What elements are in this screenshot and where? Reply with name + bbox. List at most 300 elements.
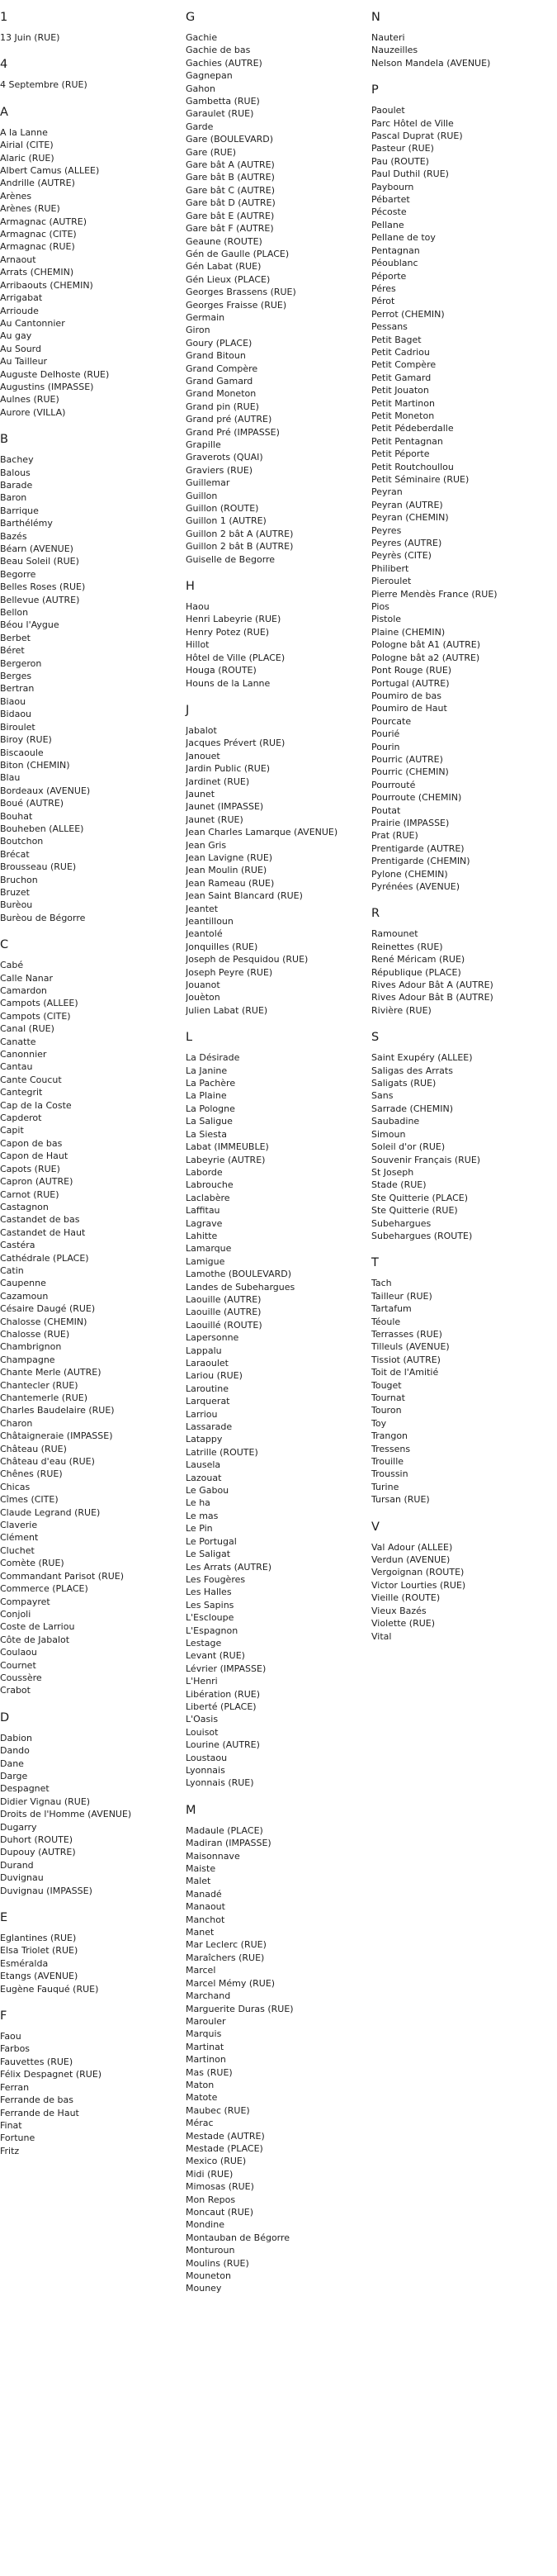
street-name: Maraîchers (RUE) — [186, 1952, 265, 1963]
street-name: Cante Coucut — [0, 1074, 62, 1085]
street-name: Duhort (ROUTE) — [0, 1834, 73, 1845]
street-name: Laborde — [186, 1166, 223, 1178]
street-name: Petit Martinon — [371, 397, 435, 409]
street-list — [371, 104, 549, 893]
letter-section — [186, 703, 363, 1017]
street-name: Marcel — [186, 1965, 216, 1976]
street-name: Laraoulet — [186, 1358, 229, 1369]
street-name: Biaou — [0, 695, 26, 707]
street-name: Brousseau (RUE) — [0, 861, 77, 873]
street-name: Albert Camus (ALLEE) — [0, 165, 100, 177]
street-name: Graverots (QUAI) — [186, 452, 263, 463]
street-name: Lyonnais (RUE) — [186, 1777, 254, 1789]
street-name: 4 Septembre (RUE) — [0, 79, 87, 91]
street-name: Claude Legrand (RUE) — [0, 1506, 101, 1518]
street-name: Petit Cadriou — [371, 346, 430, 358]
street-name: Petit Séminaire (RUE) — [371, 474, 470, 485]
street-name: Jardinet (RUE) — [186, 776, 250, 787]
street-name: Gén Lieux (PLACE) — [186, 273, 271, 285]
street-name: Touron — [371, 1405, 402, 1416]
street-name: Mimosas (RUE) — [186, 2181, 254, 2193]
street-name: Val Adour (ALLEE) — [371, 1541, 453, 1553]
street-name: Larquerat — [186, 1396, 230, 1407]
street-name: Jabalot — [186, 724, 217, 736]
street-list — [371, 927, 549, 1017]
street-name: Guillon — [186, 490, 218, 501]
street-name: Marquis — [186, 2028, 222, 2040]
street-list — [0, 1932, 177, 1995]
street-name: Pourié — [371, 728, 400, 740]
street-name: Gén de Gaulle (PLACE) — [186, 248, 290, 259]
street-name: Pios — [371, 601, 389, 613]
street-name: Sans — [371, 1090, 394, 1102]
street-name: Lapersonne — [186, 1332, 239, 1344]
street-name: Terrasses (RUE) — [371, 1328, 442, 1340]
street-name: La Pologne — [186, 1103, 235, 1114]
section-letter-heading: P — [371, 83, 379, 97]
street-name: Martinon — [186, 2054, 226, 2066]
street-name: Elsa Triolet (RUE) — [0, 1945, 78, 1957]
street-name: Camardon — [0, 985, 47, 996]
street-name: Saint Exupéry (ALLEE) — [371, 1052, 473, 1064]
street-name: Latappy — [186, 1434, 223, 1445]
street-name: Jonquilles (RUE) — [186, 941, 258, 952]
street-name: Césaire Daugé (RUE) — [0, 1303, 96, 1315]
street-name: Pistole — [371, 614, 402, 625]
street-list — [186, 600, 363, 690]
street-name: Péres — [371, 282, 396, 294]
street-name: Cluchet — [0, 1544, 35, 1556]
street-name: Mestade (AUTRE) — [186, 2130, 265, 2142]
street-name: Le Portugal — [186, 1535, 237, 1547]
street-name: Béret — [0, 645, 25, 657]
street-name: Arrats (CHEMIN) — [0, 267, 74, 278]
letter-section — [186, 1030, 363, 1790]
street-name: Cîmes (CITE) — [0, 1494, 59, 1506]
street-list — [0, 2030, 177, 2157]
letter-section — [371, 1520, 549, 1643]
street-name: Laclabère — [186, 1192, 230, 1203]
street-name: Grand Pré (IMPASSE) — [186, 426, 280, 438]
street-name: Peyran (CHEMIN) — [371, 512, 449, 524]
street-list — [0, 453, 177, 924]
section-letter-heading: H — [186, 580, 195, 594]
letter-section — [371, 83, 549, 893]
street-name: Canonnier — [0, 1049, 47, 1060]
street-name: Beau Soleil (RUE) — [0, 556, 79, 567]
street-name: Darge — [0, 1770, 28, 1781]
street-name: Houns de la Lanne — [186, 677, 271, 689]
street-name: Grand Compère — [186, 363, 258, 374]
street-name: Burèou de Bégorre — [0, 912, 86, 923]
street-name: Châtaigneraie (IMPASSE) — [0, 1430, 113, 1442]
street-name: Mouneton — [186, 2270, 231, 2282]
letter-section — [0, 1910, 177, 1995]
street-name: Petit Routchoullou — [371, 461, 454, 472]
street-name: Crabot — [0, 1685, 31, 1696]
street-name: Jean Rameau (RUE) — [186, 877, 275, 889]
street-name: Saubadine — [371, 1116, 420, 1127]
street-name: Lazouat — [186, 1472, 222, 1483]
street-name: Péoublanc — [371, 258, 418, 269]
street-name: Arrigabat — [0, 292, 43, 304]
street-name: Peyrès (CITE) — [371, 550, 432, 562]
street-name: Portugal (AUTRE) — [371, 677, 450, 689]
street-name: Dupouy (AUTRE) — [0, 1847, 76, 1858]
street-name: Au Sourd — [0, 343, 41, 354]
street-name: Loustaou — [186, 1752, 228, 1763]
street-name: La Désirade — [186, 1052, 240, 1064]
letter-section — [0, 1710, 177, 1897]
street-name: Biroy (RUE) — [0, 734, 52, 746]
street-name: Mas (RUE) — [186, 2066, 233, 2078]
street-name: Castéra — [0, 1240, 35, 1251]
section-letter-heading: T — [371, 1256, 379, 1270]
street-name: Graviers (RUE) — [186, 464, 253, 476]
street-name: Bruzet — [0, 886, 30, 898]
street-name: Mouney — [186, 2283, 222, 2294]
street-name: Ste Quitterie (RUE) — [371, 1205, 458, 1217]
street-name: Martinat — [186, 2041, 224, 2052]
street-name: Violette (RUE) — [371, 1618, 436, 1630]
street-name: Levant (RUE) — [186, 1650, 245, 1662]
street-name: Pologne bât A1 (AUTRE) — [371, 639, 480, 651]
street-name: Lahitte — [186, 1230, 218, 1241]
street-list — [0, 959, 177, 1697]
street-name: Gachies (AUTRE) — [186, 57, 262, 69]
street-name: Pessans — [371, 321, 408, 333]
street-name: Carnot (RUE) — [0, 1188, 59, 1200]
street-name: Calle Nanar — [0, 972, 54, 984]
street-name: Simoun — [371, 1128, 406, 1140]
street-name: Lamigue — [186, 1255, 225, 1267]
street-name: Dando — [0, 1745, 30, 1757]
street-name: Libération (RUE) — [186, 1688, 260, 1700]
street-name: Touget — [371, 1379, 402, 1391]
street-name: Petit Moneton — [371, 410, 435, 421]
street-name: Pourcate — [371, 715, 412, 727]
street-name: Jouèton — [186, 992, 220, 1003]
street-name: Gare (RUE) — [186, 146, 237, 158]
street-name: Baron — [0, 492, 27, 504]
street-name: Prentigarde (AUTRE) — [371, 842, 465, 854]
street-name: Petit Compère — [371, 359, 437, 371]
street-name: Tilleuls (AVENUE) — [371, 1341, 450, 1353]
street-name: Souvenir Français (RUE) — [371, 1154, 481, 1165]
street-name: Conjoli — [0, 1608, 31, 1620]
street-name: 13 Juin (RUE) — [0, 32, 60, 43]
street-name: Champagne — [0, 1354, 55, 1365]
street-name: Coulaou — [0, 1647, 37, 1658]
street-name: Petit Jouaton — [371, 385, 429, 396]
street-name: Les Halles — [186, 1587, 232, 1598]
street-name: Jardin Public (RUE) — [186, 763, 271, 775]
street-name: Guillon 1 (AUTRE) — [186, 515, 267, 527]
street-list — [371, 31, 549, 69]
street-name: Pécoste — [371, 206, 407, 218]
street-name: Commandant Parisot (RUE) — [0, 1570, 125, 1582]
street-name: Belles Roses (RUE) — [0, 581, 86, 593]
street-name: Petit Pédeberdalle — [371, 423, 454, 434]
section-letter-heading: V — [371, 1520, 380, 1534]
street-name: Rives Adour Bât A (AUTRE) — [371, 980, 493, 991]
street-name: Gare bât B (AUTRE) — [186, 172, 275, 183]
street-name: Paybourn — [371, 181, 414, 192]
column-2 — [186, 0, 363, 2295]
street-name: Trangon — [371, 1430, 408, 1442]
street-name: Madiran (IMPASSE) — [186, 1838, 271, 1849]
street-list — [186, 1824, 363, 2295]
street-name: Giron — [186, 325, 210, 336]
street-name: Pont Rouge (RUE) — [371, 665, 452, 676]
street-name: Montauban de Bégorre — [186, 2232, 290, 2243]
street-name: Subehargues — [371, 1217, 432, 1229]
street-name: Garde — [186, 121, 214, 132]
street-name: Ramounet — [371, 928, 418, 940]
street-name: Le Pin — [186, 1523, 213, 1535]
street-name: Arènes (RUE) — [0, 203, 60, 215]
street-name: Malet — [186, 1876, 211, 1887]
street-name: Jean Gris — [186, 839, 227, 851]
street-name: Capon de Haut — [0, 1150, 68, 1162]
street-name: Verdun (AVENUE) — [371, 1554, 451, 1566]
street-name: Cantegrit — [0, 1087, 43, 1098]
street-name: Péporte — [371, 270, 407, 282]
street-name: Stade (RUE) — [371, 1179, 427, 1191]
street-name: Armagnac (AUTRE) — [0, 216, 87, 227]
street-name: Comète (RUE) — [0, 1558, 64, 1569]
street-name: Peyran (AUTRE) — [371, 499, 443, 510]
street-name: Le ha — [186, 1497, 210, 1509]
street-name: Cap de la Coste — [0, 1099, 72, 1111]
street-name: Geaune (ROUTE) — [186, 235, 262, 247]
street-name: Latrille (ROUTE) — [186, 1446, 258, 1458]
street-name: Alaric (RUE) — [0, 152, 54, 164]
section-letter-heading: S — [371, 1031, 380, 1045]
street-name: Marguerite Duras (RUE) — [186, 2003, 294, 2014]
street-name: Grand Gamard — [186, 375, 253, 387]
street-name: Sarrade (CHEMIN) — [371, 1103, 454, 1114]
street-name: République (PLACE) — [371, 966, 461, 978]
street-name: Peyres (AUTRE) — [371, 538, 442, 549]
street-name: Lappalu — [186, 1345, 222, 1356]
street-name: Despagnet — [0, 1783, 50, 1795]
street-name: Pébartet — [371, 194, 410, 206]
section-letter-heading: N — [371, 11, 380, 24]
street-name: Pourric (AUTRE) — [371, 753, 443, 765]
street-name: Labeyrie (AUTRE) — [186, 1154, 266, 1165]
street-name: Cournet — [0, 1659, 36, 1671]
street-name: Gare (BOULEVARD) — [186, 134, 273, 145]
street-name: Labat (IMMEUBLE) — [186, 1141, 269, 1153]
street-list — [0, 1732, 177, 1897]
street-name: Castagnon — [0, 1201, 49, 1212]
street-name: Mondine — [186, 2219, 224, 2231]
street-name: Bordeaux (AVENUE) — [0, 785, 91, 796]
street-name: Julien Labat (RUE) — [186, 1004, 268, 1016]
street-name: Castandet de bas — [0, 1214, 80, 1226]
street-name: Mexico (RUE) — [186, 2156, 247, 2167]
section-letter-heading: 4 — [0, 58, 8, 72]
street-name: Manadé — [186, 1888, 222, 1900]
column-1 — [0, 0, 177, 2157]
street-name: Les Fougères — [186, 1573, 246, 1585]
street-name: Chante Merle (AUTRE) — [0, 1367, 101, 1378]
street-name: Plaine (CHEMIN) — [371, 626, 446, 638]
street-name: Peyran — [371, 486, 403, 498]
street-name: Charon — [0, 1417, 33, 1429]
street-name: Gagnepan — [186, 70, 233, 82]
street-name: Nelson Mandela (AVENUE) — [371, 57, 491, 69]
street-list — [0, 31, 177, 44]
street-list — [371, 1277, 549, 1506]
street-name: Landes de Subehargues — [186, 1281, 295, 1293]
street-name: Fauvettes (RUE) — [0, 2056, 73, 2067]
street-name: Béou l'Aygue — [0, 619, 59, 631]
street-name: Moncaut (RUE) — [186, 2207, 253, 2218]
street-name: René Méricam (RUE) — [371, 954, 465, 965]
street-name: La Siesta — [186, 1128, 227, 1140]
street-name: Jaunet — [186, 788, 215, 799]
street-name: Bellevue (AUTRE) — [0, 594, 80, 605]
letter-section — [371, 906, 549, 1017]
street-list — [371, 1541, 549, 1643]
street-name: Le mas — [186, 1510, 219, 1521]
street-name: Pourrouté — [371, 779, 416, 790]
street-name: Guillon (ROUTE) — [186, 503, 259, 515]
street-name: Paoulet — [371, 105, 405, 116]
street-name: Arènes — [0, 190, 32, 202]
street-name: La Saligue — [186, 1116, 233, 1127]
street-list — [186, 31, 363, 566]
street-name: Tach — [371, 1278, 392, 1289]
street-name: Commerce (PLACE) — [0, 1583, 88, 1595]
street-name: Saligas des Arrats — [371, 1065, 453, 1076]
street-name: Jean Charles Lamarque (AVENUE) — [186, 827, 338, 838]
street-name: Canal (RUE) — [0, 1023, 54, 1035]
street-name: Petit Baget — [371, 334, 422, 345]
street-name: Laffitau — [186, 1205, 220, 1217]
street-name: Pologne bât a2 (AUTRE) — [371, 652, 480, 663]
street-name: Vital — [371, 1630, 392, 1642]
street-name: Poumiro de bas — [371, 690, 441, 701]
letter-section — [371, 1255, 549, 1506]
street-name: Andrille (AUTRE) — [0, 178, 75, 189]
street-name: Mestade (PLACE) — [186, 2142, 263, 2154]
street-name: Finat — [0, 2119, 22, 2131]
street-name: Bouhat — [0, 810, 33, 822]
letter-section — [186, 579, 363, 690]
street-name: Droits de l'Homme (AVENUE) — [0, 1809, 132, 1820]
street-name: Jouanot — [186, 980, 220, 991]
street-name: Lyonnais — [186, 1765, 225, 1776]
street-name: Burèou — [0, 899, 33, 911]
street-name: Marcel Mémy (RUE) — [186, 1977, 276, 1989]
street-name: Arribaouts (CHEMIN) — [0, 279, 93, 291]
street-name: Bellon — [0, 607, 29, 619]
street-name: Dane — [0, 1758, 24, 1769]
street-name: Pourroute (CHEMIN) — [371, 792, 462, 804]
street-name: Gare bât E (AUTRE) — [186, 210, 275, 221]
column-3 — [371, 0, 549, 1643]
section-letter-heading: C — [0, 938, 9, 952]
street-name: Bachey — [0, 454, 34, 466]
street-name: Mon Repos — [186, 2194, 236, 2205]
street-name: Barrique — [0, 505, 39, 516]
street-name: Bidaou — [0, 709, 32, 720]
street-name: A la Lanne — [0, 126, 48, 138]
street-name: Philibert — [371, 562, 409, 574]
street-name: Biroulet — [0, 721, 35, 733]
letter-section — [0, 937, 177, 1697]
street-name: Gén Labat (RUE) — [186, 261, 262, 273]
street-name: Prairie (IMPASSE) — [371, 817, 450, 828]
street-name: Vieux Bazés — [371, 1605, 427, 1616]
street-name: Laroutine — [186, 1383, 229, 1394]
street-name: Marchand — [186, 1990, 231, 2002]
street-name: Les Sapins — [186, 1599, 234, 1611]
street-name: Capron (AUTRE) — [0, 1176, 73, 1188]
street-name: Pellane de toy — [371, 232, 436, 244]
street-name: Toy — [371, 1417, 387, 1429]
street-name: Pentagnan — [371, 244, 420, 256]
section-letter-heading: J — [186, 703, 190, 717]
street-name: Subehargues (ROUTE) — [371, 1230, 473, 1241]
street-name: Peyres — [371, 524, 402, 536]
street-name: Petit Pentagnan — [371, 435, 443, 447]
street-name: Lévrier (IMPASSE) — [186, 1663, 267, 1674]
street-name: Chantecler (RUE) — [0, 1379, 78, 1391]
street-name: Jean Lavigne (RUE) — [186, 852, 273, 863]
street-name: Maton — [186, 2079, 215, 2090]
street-name: Guiselle de Begorre — [186, 553, 276, 565]
street-name: Poumiro de Haut — [371, 703, 447, 714]
street-name: Ferrande de bas — [0, 2094, 74, 2106]
street-name: Lassarade — [186, 1421, 233, 1433]
street-name: Petit Gamard — [371, 372, 432, 383]
street-name: Duvignau (IMPASSE) — [0, 1885, 92, 1896]
section-letter-heading: E — [0, 1911, 8, 1925]
street-name: Tailleur (RUE) — [371, 1290, 432, 1302]
street-name: Maiste — [186, 1863, 216, 1875]
street-name: Charles Baudelaire (RUE) — [0, 1405, 115, 1416]
street-name: Guillemar — [186, 477, 230, 489]
street-name: Arnaout — [0, 254, 36, 265]
street-name: Pierre Mendès France (RUE) — [371, 588, 498, 600]
street-name: La Pachère — [186, 1078, 236, 1089]
street-name: Capots (RUE) — [0, 1163, 60, 1174]
street-name: Grand pré (AUTRE) — [186, 414, 272, 425]
street-name: Tressens — [371, 1443, 411, 1454]
street-name: Laouille (AUTRE) — [186, 1307, 262, 1318]
street-name: Le Saligat — [186, 1549, 231, 1560]
street-name: Château (RUE) — [0, 1443, 67, 1454]
street-name: Cazamoun — [0, 1290, 49, 1302]
street-name: Côte de Jabalot — [0, 1634, 70, 1645]
letter-section — [371, 10, 549, 69]
street-name: Haou — [186, 601, 210, 613]
street-name: L'Espagnon — [186, 1625, 238, 1636]
street-name: Bruchon — [0, 874, 38, 885]
street-name: Jacques Prévert (RUE) — [186, 738, 286, 749]
section-letter-heading: M — [186, 1803, 196, 1817]
street-name: Joseph Peyre (RUE) — [186, 966, 273, 978]
street-name: Gare bât D (AUTRE) — [186, 197, 276, 209]
street-name: Marouler — [186, 2015, 226, 2027]
street-name: Armagnac (CITE) — [0, 229, 77, 240]
street-name: Hôtel de Ville (PLACE) — [186, 652, 286, 663]
street-name: Bazés — [0, 530, 27, 542]
